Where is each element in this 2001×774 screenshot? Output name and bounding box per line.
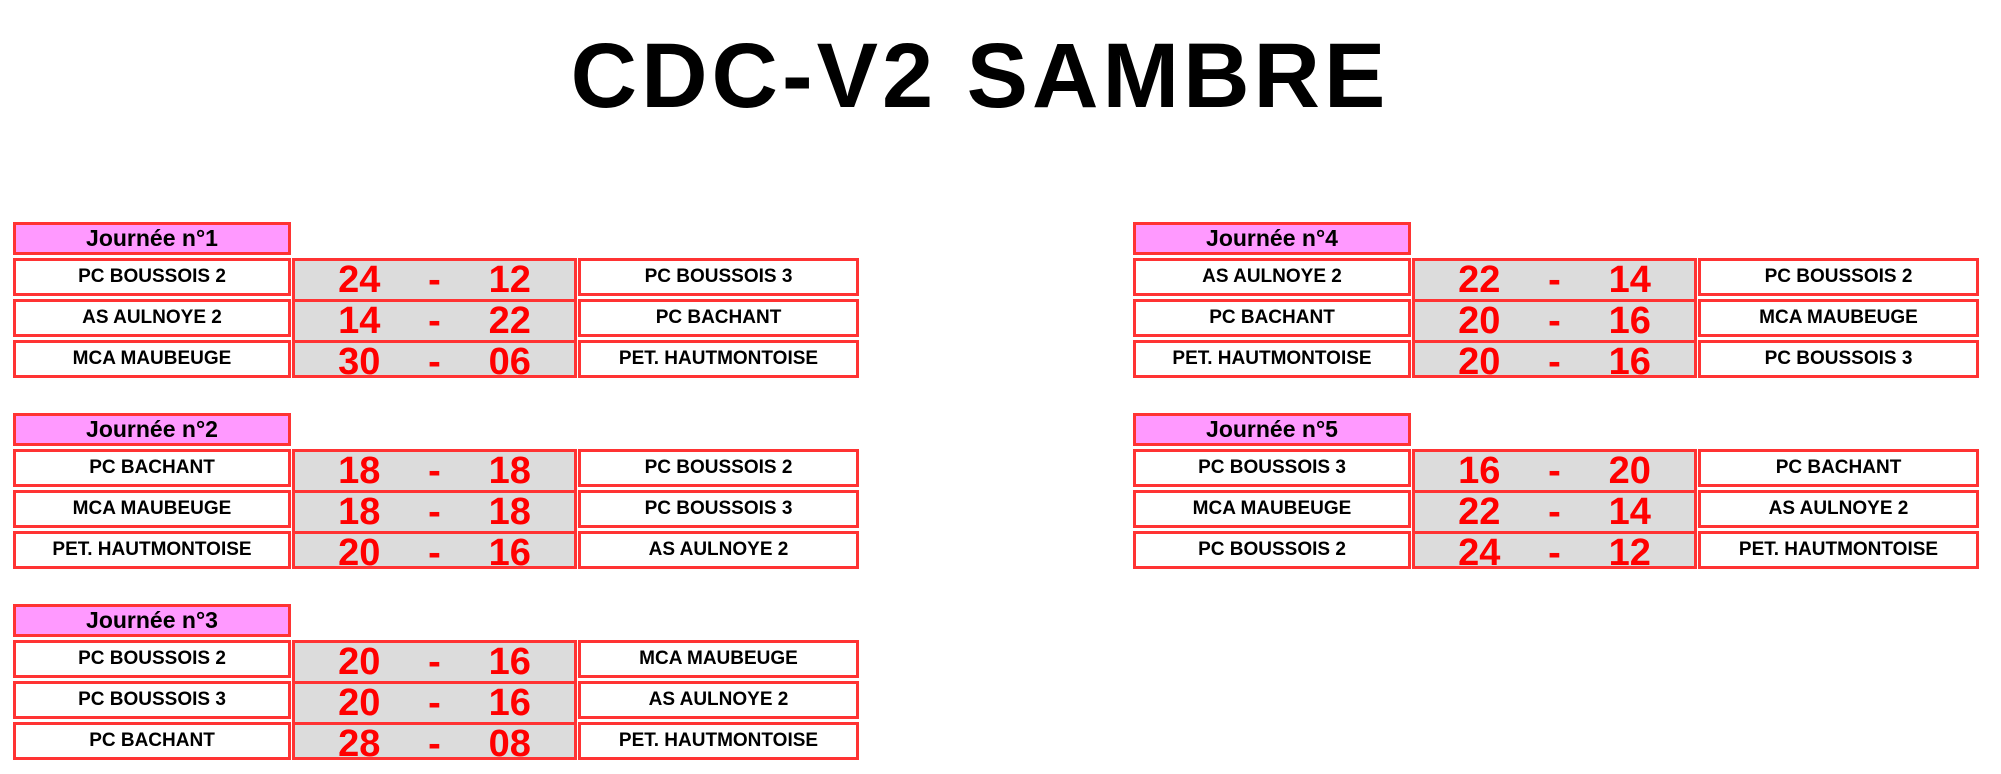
home-team-cell [1133,299,1411,337]
score-separator: - [1548,532,1561,574]
home-score: 24 [1458,532,1501,574]
score-spacer [291,722,578,760]
match-row [1133,531,1979,569]
round-matches [13,449,859,574]
home-team-name: MCA MAUBEUGE [72,348,232,369]
home-score: 22 [1458,491,1501,533]
score-separator: - [1548,491,1561,533]
home-team-name: PET. HAUTMONTOISE [52,539,252,560]
match-row [1133,449,1979,487]
match-rows [13,640,859,760]
away-score: 16 [1608,300,1651,342]
round-matches [1133,449,1979,574]
home-team-name: PC BOUSSOIS 3 [78,689,226,710]
away-score: 16 [488,641,531,683]
round-matches [13,640,859,765]
score-separator: - [1548,300,1561,342]
home-team-cell [1133,340,1411,378]
away-score: 06 [488,341,531,383]
away-team-cell [1698,449,1979,487]
round-label: Journée n°5 [1206,416,1338,442]
home-team-cell [13,490,291,528]
score-spacer [1411,490,1698,528]
score-spacer [1411,340,1698,378]
home-team-name: PC BACHANT [89,457,215,478]
match-row [1133,299,1979,337]
away-team-name: PC BOUSSOIS 2 [1764,266,1913,287]
round-label: Journée n°2 [86,416,218,442]
round-label: Journée n°1 [86,225,218,251]
score-spacer [291,681,578,719]
score-separator: - [428,450,441,492]
home-score: 20 [1458,300,1501,342]
match-row [13,340,859,378]
away-team-cell [578,449,859,487]
home-score: 20 [338,532,381,574]
home-team-cell [1133,449,1411,487]
away-team-cell [578,640,859,678]
away-team-cell [578,340,859,378]
match-row [1133,258,1979,296]
left-column [13,222,859,765]
home-score: 20 [338,641,381,683]
score-separator: - [428,723,441,765]
away-score: 16 [488,532,531,574]
home-team-cell [13,299,291,337]
match-rows [13,449,859,569]
home-score: 14 [338,300,381,342]
round-header [1133,222,1411,255]
home-team-cell [13,681,291,719]
home-team-name: MCA MAUBEUGE [72,498,232,519]
round-block [1133,222,1979,383]
home-team-cell [1133,490,1411,528]
away-team-cell [1698,299,1979,337]
away-score: 12 [1608,532,1651,574]
home-team-name: MCA MAUBEUGE [1192,498,1352,519]
match-row [13,449,859,487]
away-team-name: MCA MAUBEUGE [639,648,798,669]
away-team-name: AS AULNOYE 2 [648,689,789,710]
away-score: 18 [488,491,531,533]
away-score: 16 [1608,341,1651,383]
away-team-cell [1698,490,1979,528]
score-spacer [291,449,578,487]
home-score: 20 [1458,341,1501,383]
home-team-name: PC BACHANT [1209,307,1335,328]
away-score: 08 [488,723,531,765]
home-team-cell [13,258,291,296]
score-separator: - [1548,341,1561,383]
away-team-cell [578,681,859,719]
match-row [13,722,859,760]
score-spacer [291,490,578,528]
away-team-cell [578,490,859,528]
home-score: 18 [338,491,381,533]
round-label: Journée n°3 [86,607,218,633]
score-spacer [291,640,578,678]
round-header [13,604,291,637]
home-team-name: PET. HAUTMONTOISE [1172,348,1372,369]
away-score: 12 [488,259,531,301]
score-spacer [291,531,578,569]
score-separator: - [428,300,441,342]
home-team-cell [13,449,291,487]
home-score: 30 [338,341,381,383]
away-score: 14 [1608,491,1651,533]
away-team-name: PC BACHANT [1775,457,1902,478]
away-team-name: PC BOUSSOIS 2 [644,457,793,478]
away-team-name: PC BOUSSOIS 3 [644,498,793,519]
home-team-cell [13,722,291,760]
away-team-cell [578,258,859,296]
home-team-name: PC BOUSSOIS 2 [78,648,226,669]
round-block [13,222,859,383]
score-spacer [291,299,578,337]
round-header [1133,413,1411,446]
score-separator: - [428,682,441,724]
home-team-name: PC BOUSSOIS 2 [1198,539,1346,560]
away-team-name: PET. HAUTMONTOISE [618,730,819,751]
away-team-cell [578,531,859,569]
away-score: 20 [1608,450,1651,492]
match-row [1133,490,1979,528]
home-team-cell [1133,258,1411,296]
match-row [13,681,859,719]
match-row [13,490,859,528]
score-separator: - [1548,450,1561,492]
away-team-cell [578,299,859,337]
score-separator: - [428,641,441,683]
away-team-name: PET. HAUTMONTOISE [618,348,819,369]
away-score: 18 [488,450,531,492]
away-team-name: AS AULNOYE 2 [648,539,789,560]
score-spacer [1411,449,1698,487]
home-team-cell [13,640,291,678]
round-block [13,604,859,765]
round-header [13,413,291,446]
score-spacer [1411,258,1698,296]
score-separator: - [428,491,441,533]
score-separator: - [428,532,441,574]
score-spacer [1411,531,1698,569]
away-score: 14 [1608,259,1651,301]
home-score: 16 [1458,450,1501,492]
home-team-cell [1133,531,1411,569]
score-spacer [291,258,578,296]
match-rows [13,258,859,378]
home-team-cell [13,531,291,569]
round-block [1133,413,1979,574]
round-header [13,222,291,255]
match-row [13,640,859,678]
away-team-name: PC BACHANT [655,307,782,328]
match-rows [1133,449,1979,569]
match-row [13,258,859,296]
round-matches [1133,258,1979,383]
home-team-name: PC BACHANT [89,730,215,751]
home-score: 24 [338,259,381,301]
score-spacer [291,340,578,378]
match-row [13,531,859,569]
away-team-name: PC BOUSSOIS 3 [644,266,793,287]
home-team-name: PC BOUSSOIS 3 [1198,457,1346,478]
away-team-name: PC BOUSSOIS 3 [1764,348,1913,369]
away-team-name: PET. HAUTMONTOISE [1738,539,1939,560]
home-team-cell [13,340,291,378]
away-team-name: AS AULNOYE 2 [1768,498,1909,519]
score-spacer [1411,299,1698,337]
home-team-name: AS AULNOYE 2 [1202,266,1342,287]
round-block [13,413,859,574]
score-separator: - [428,341,441,383]
home-score: 22 [1458,259,1501,301]
right-column [1133,222,1979,574]
page-title: CDC-V2 SAMBRE [570,25,1390,127]
match-row [13,299,859,337]
away-team-name: MCA MAUBEUGE [1759,307,1918,328]
match-rows [1133,258,1979,378]
score-separator: - [1548,259,1561,301]
away-score: 16 [488,682,531,724]
away-score: 22 [488,300,531,342]
score-separator: - [428,259,441,301]
match-row [1133,340,1979,378]
home-score: 20 [338,682,381,724]
away-team-cell [1698,531,1979,569]
home-team-name: PC BOUSSOIS 2 [78,266,226,287]
home-team-name: AS AULNOYE 2 [82,307,222,328]
away-team-cell [1698,340,1979,378]
round-label: Journée n°4 [1206,225,1338,251]
away-team-cell [1698,258,1979,296]
away-team-cell [578,722,859,760]
round-matches [13,258,859,383]
home-score: 28 [338,723,381,765]
home-score: 18 [338,450,381,492]
